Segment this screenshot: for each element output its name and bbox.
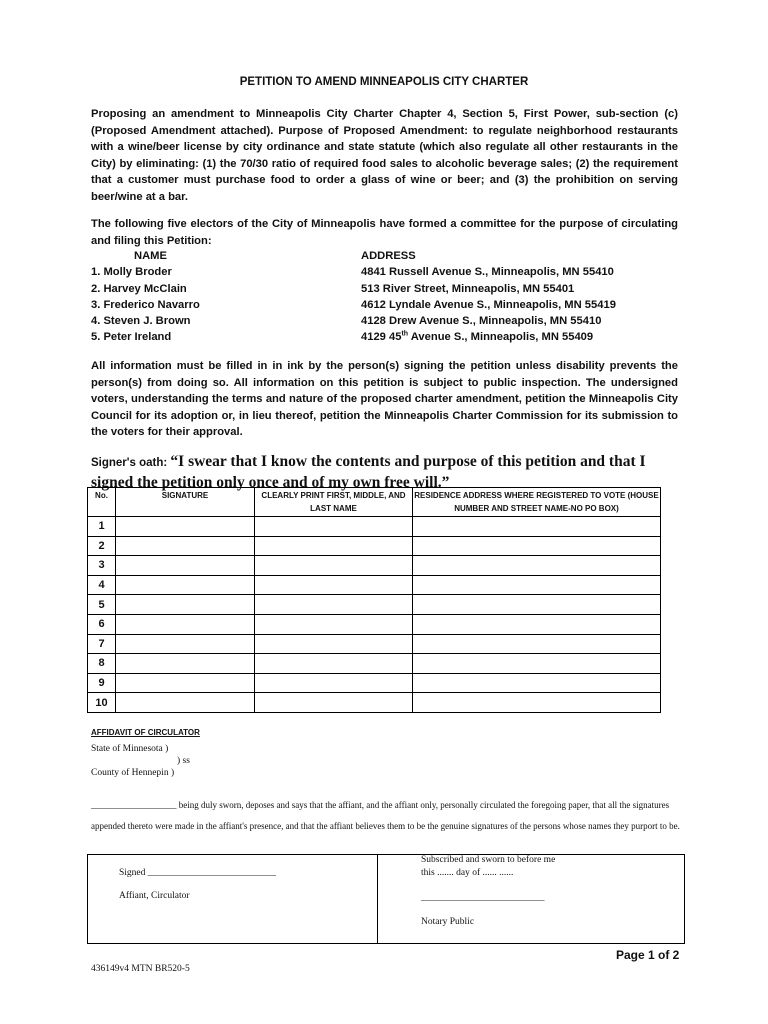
address-ordinal: th: [401, 330, 409, 338]
venue-state: State of Minnesota ): [91, 744, 169, 754]
committee-intro-paragraph: The following five electors of the City of Minneapolis have formed a committee for the purpose of circulating and filing this Petition:: [91, 218, 678, 247]
notary-public-label: Notary Public: [421, 917, 475, 927]
box-divider: [377, 855, 378, 943]
committee-member: [91, 329, 678, 345]
committee-header-row: [91, 248, 678, 264]
address-cell[interactable]: [413, 693, 661, 713]
venue-ss: ) ss: [177, 756, 190, 766]
table-row: [88, 517, 661, 537]
row-number: 8: [88, 654, 116, 674]
member-name: 1. Molly Broder: [91, 266, 172, 279]
signature-cell[interactable]: [116, 575, 255, 595]
signature-cell[interactable]: [116, 556, 255, 576]
oath-label: Signer's oath:: [91, 457, 171, 469]
table-row: [88, 654, 661, 674]
row-number: 7: [88, 634, 116, 654]
signature-cell[interactable]: [116, 673, 255, 693]
table-header-row: [88, 488, 661, 517]
committee-member: [91, 281, 678, 297]
signature-cell[interactable]: [116, 654, 255, 674]
row-number: 10: [88, 693, 116, 713]
subscribed-line-2[interactable]: this ....... day of ...... ......: [421, 868, 514, 878]
member-name: 4. Steven J. Brown: [91, 315, 191, 328]
row-number: 1: [88, 517, 116, 537]
address-part: 4129 45: [361, 331, 402, 344]
address-cell[interactable]: [413, 517, 661, 537]
table-row: [88, 634, 661, 654]
signature-table: [87, 487, 661, 713]
printed-name-cell[interactable]: [255, 634, 413, 654]
printed-name-cell[interactable]: [255, 654, 413, 674]
member-name: 3. Frederico Navarro: [91, 298, 200, 311]
printed-name-cell[interactable]: [255, 575, 413, 595]
committee-member: [91, 264, 678, 280]
address-part: Avenue S., Minneapolis, MN 55409: [408, 331, 594, 344]
address-cell[interactable]: [413, 595, 661, 615]
signature-cell[interactable]: [116, 517, 255, 537]
printed-name-cell[interactable]: [255, 693, 413, 713]
col-header-number: No.: [88, 488, 116, 517]
table-row: [88, 614, 661, 634]
address-cell[interactable]: [413, 536, 661, 556]
document-title: PETITION TO AMEND MINNEAPOLIS CITY CHARTER: [239, 76, 529, 88]
table-row: [88, 693, 661, 713]
row-number: 6: [88, 614, 116, 634]
col-header-residence-address: RESIDENCE ADDRESS WHERE REGISTERED TO VOTE (HOUSE NUMBER AND STREET NAME-NO PO BOX): [413, 488, 661, 517]
member-name: 2. Harvey McClain: [91, 282, 187, 295]
signature-cell[interactable]: [116, 614, 255, 634]
printed-name-cell[interactable]: [255, 536, 413, 556]
row-number: 9: [88, 673, 116, 693]
printed-name-cell[interactable]: [255, 556, 413, 576]
committee-list: [91, 248, 678, 346]
affiant-label: Affiant, Circulator: [119, 891, 190, 901]
member-address: [361, 329, 678, 345]
member-name: 5. Peter Ireland: [91, 331, 172, 344]
signers-oath: [91, 452, 691, 492]
document-code: 436149v4 MTN BR520-5: [91, 964, 190, 974]
signed-line[interactable]: Signed ___________________________: [119, 868, 277, 878]
name-header: NAME: [134, 250, 167, 262]
address-cell[interactable]: [413, 614, 661, 634]
address-header: ADDRESS: [361, 250, 416, 262]
member-address: 4841 Russell Avenue S., Minneapolis, MN 55410: [361, 266, 614, 279]
table-row: [88, 595, 661, 615]
printed-name-cell[interactable]: [255, 673, 413, 693]
signature-notary-box: [87, 854, 685, 944]
affidavit-text: ___________________ being duly sworn, deposes and says that the affiant, and the affiant only, personally circulated the foregoing paper, that all the signatures appended thereto were made in the affiant's presence, and that the affiant believes them to be the genuine signatures of the persons whose names they purport to be.: [91, 800, 680, 831]
venue-county: County of Hennepin ): [91, 768, 175, 778]
address-cell[interactable]: [413, 654, 661, 674]
signature-cell[interactable]: [116, 536, 255, 556]
col-header-printed-name: CLEARLY PRINT FIRST, MIDDLE, AND LAST NAME: [255, 488, 413, 517]
instructions-paragraph: All information must be filled in in ink by the person(s) signing the petition unless disability prevents the person(s) from doing so. All information on this petition is subject to public inspection. The undersigned voters, understanding the terms and nature of the proposed charter amendment, petition the Minneapolis City Council for its adoption or, in lieu thereof, petition the Minneapolis Charter Commission for its submission to the voters for their approval.: [91, 360, 678, 438]
signature-cell[interactable]: [116, 693, 255, 713]
notary-signature-line[interactable]: __________________________: [421, 893, 545, 903]
committee-member: [91, 297, 678, 313]
printed-name-cell[interactable]: [255, 614, 413, 634]
amendment-purpose-paragraph: Proposing an amendment to Minneapolis City Charter Chapter 4, Section 5, First Power, sub-section (c) (Proposed Amendment attached). Purpose of Proposed Amendment: to regulate neighborhood restaurants with a wine/beer license by city ordinance and state statute (which also regulate all other restaurants in the City) by eliminating: (1) the 70/30 ratio of required food sales to alcoholic beverage sales; (2) the requirement that a customer must purchase food to order a glass of wine or beer; and (3) the prohibition on serving beer/wine at a bar.: [91, 108, 678, 203]
member-address: 513 River Street, Minneapolis, MN 55401: [361, 282, 575, 295]
row-number: 3: [88, 556, 116, 576]
affidavit-title: AFFIDAVIT OF CIRCULATOR: [91, 728, 200, 737]
committee-member: [91, 313, 678, 329]
signature-cell[interactable]: [116, 595, 255, 615]
address-cell[interactable]: [413, 556, 661, 576]
page-number: Page 1 of 2: [616, 948, 680, 962]
oath-text: “I swear that I know the contents and purpose of this petition and that I signed the petition only once and of my own free will.”: [91, 453, 646, 491]
address-cell[interactable]: [413, 575, 661, 595]
member-address: 4128 Drew Avenue S., Minneapolis, MN 55410: [361, 315, 602, 328]
table-row: [88, 575, 661, 595]
row-number: 5: [88, 595, 116, 615]
signature-cell[interactable]: [116, 634, 255, 654]
address-cell[interactable]: [413, 634, 661, 654]
printed-name-cell[interactable]: [255, 595, 413, 615]
col-header-signature: SIGNATURE: [116, 488, 255, 517]
table-row: [88, 673, 661, 693]
table-row: [88, 556, 661, 576]
member-address: 4612 Lyndale Avenue S., Minneapolis, MN 55419: [361, 298, 616, 311]
address-cell[interactable]: [413, 673, 661, 693]
subscribed-line-1: Subscribed and sworn to before me: [421, 855, 556, 865]
row-number: 4: [88, 575, 116, 595]
printed-name-cell[interactable]: [255, 517, 413, 537]
row-number: 2: [88, 536, 116, 556]
table-row: [88, 536, 661, 556]
